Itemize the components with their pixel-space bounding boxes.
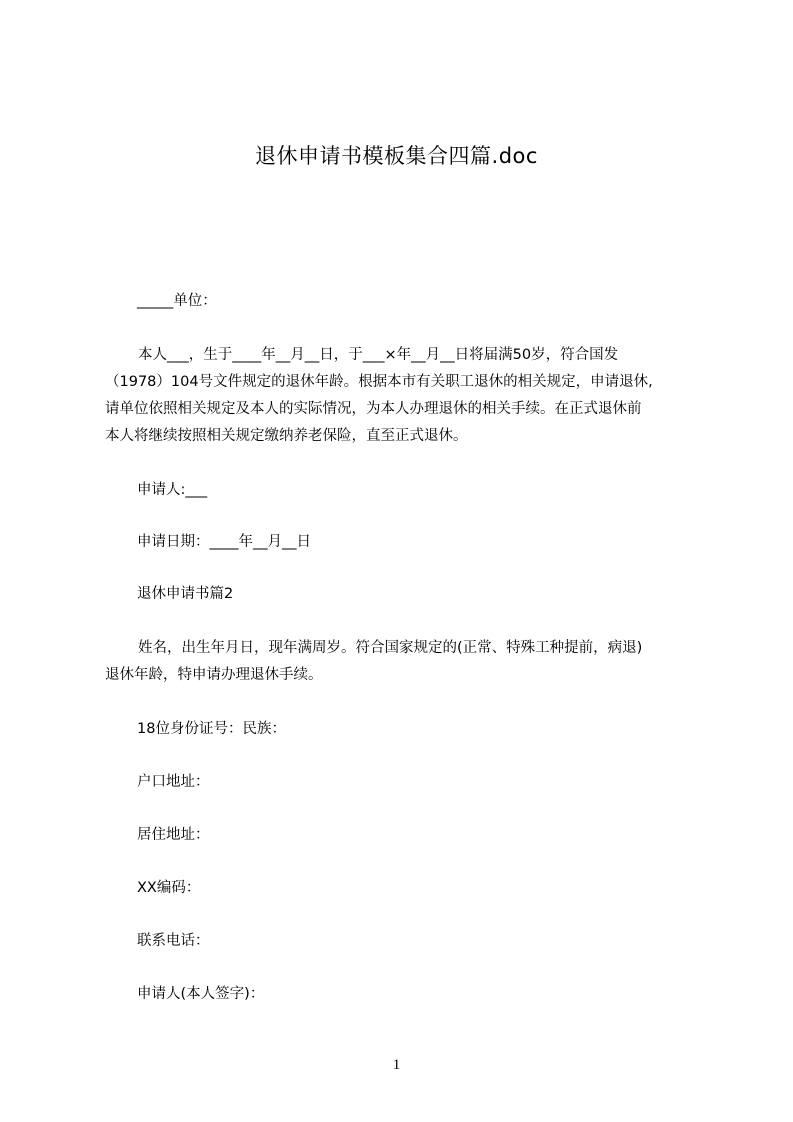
paragraph2-line1: 姓名，出生年月日，现年满周岁。符合国家规定的(正常、特殊工种提前，病退) [138,640,643,656]
page-number: 1 [392,1057,401,1073]
phone-field: 联系电话： [137,933,210,949]
paragraph1-line4: 本人将继续按照相关规定缴纳养老保险，直至正式退休。 [105,428,468,444]
postal-code-field: XX编码： [137,880,201,896]
paragraph1-line2: （1978）104号文件规定的退休年龄。根据本市有关职工退休的相关规定，申请退休, [105,374,653,390]
paragraph1-line3: 请单位依照相关规定及本人的实际情况，为本人办理退休的相关手续。在正式退休前 [105,401,642,417]
residence-address-field: 居住地址： [137,827,210,843]
salutation: _____单位： [137,293,217,309]
apply-date-line: 申请日期：____年__月__日 [137,534,311,550]
document-title: 退休申请书模板集合四篇.doc [255,144,538,168]
household-address-field: 户口地址： [137,774,210,790]
section2-heading: 退休申请书篇2 [137,586,234,602]
applicant-line: 申请人:___ [137,482,208,498]
paragraph2-line2: 退休年龄，特申请办理退休手续。 [105,667,323,683]
signature-field: 申请人(本人签字)： [137,986,265,1002]
id-number-field: 18位身份证号：民族： [137,721,286,737]
paragraph1-line1: 本人___，生于____年__月__日，于___×年__月__日将届满50岁，符合国发 [138,347,619,363]
